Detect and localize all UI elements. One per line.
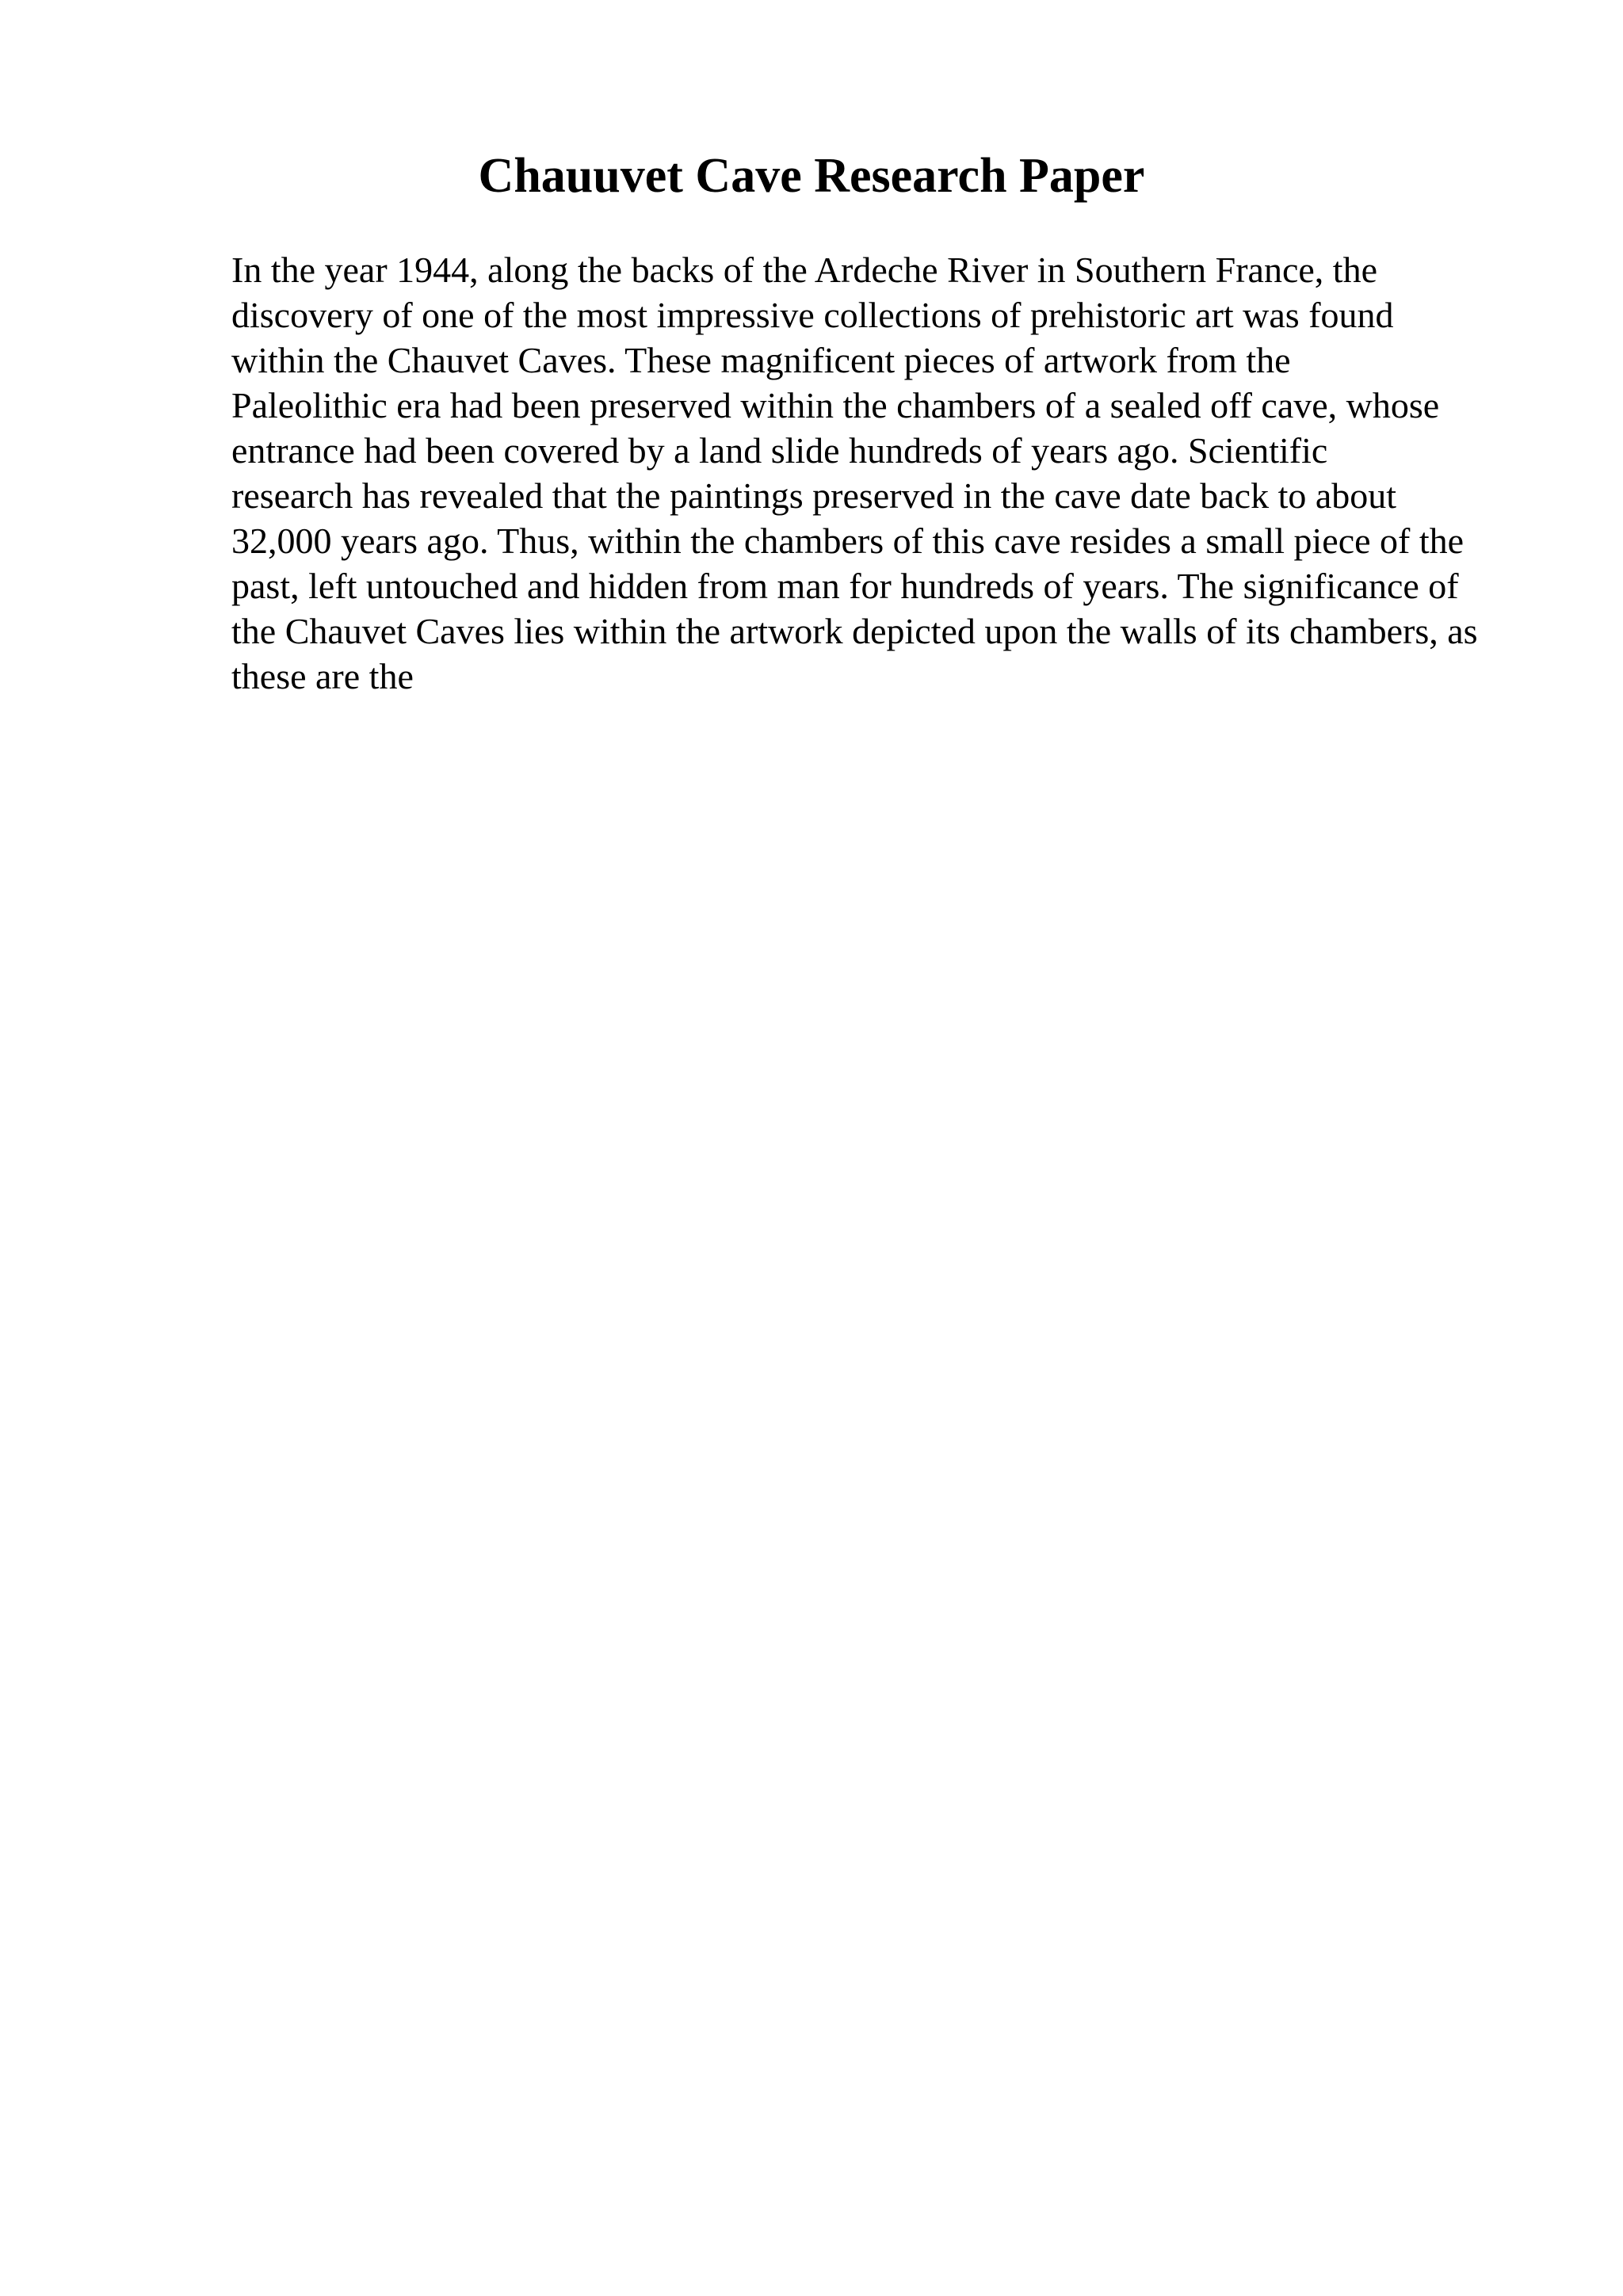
text-line: discovery of one of the most impressive collections of prehistoric art was found [231,295,1394,335]
body-paragraph [231,247,1515,699]
page-title: Chauuvet Cave Research Paper [478,149,1145,203]
text-line: past, left untouched and hidden from man for hundreds of years. The significance of [231,566,1459,606]
text-line: entrance had been covered by a land slide hundreds of years ago. Scientific [231,430,1328,471]
text-line: within the Chauvet Caves. These magnificent pieces of artwork from the [231,340,1291,380]
text-line: Paleolithic era had been preserved within the chambers of a sealed off cave, whose [231,385,1440,425]
text-line: the Chauvet Caves lies within the artwork depicted upon the walls of its chambers, as [231,611,1478,651]
text-line: research has revealed that the paintings preserved in the cave date back to about [231,475,1397,516]
text-line: these are the [231,656,414,696]
text-line: 32,000 years ago. Thus, within the chambers of this cave resides a small piece of the [231,521,1465,561]
text-line: In the year 1944, along the backs of the Ardeche River in Southern France, the [231,250,1377,290]
